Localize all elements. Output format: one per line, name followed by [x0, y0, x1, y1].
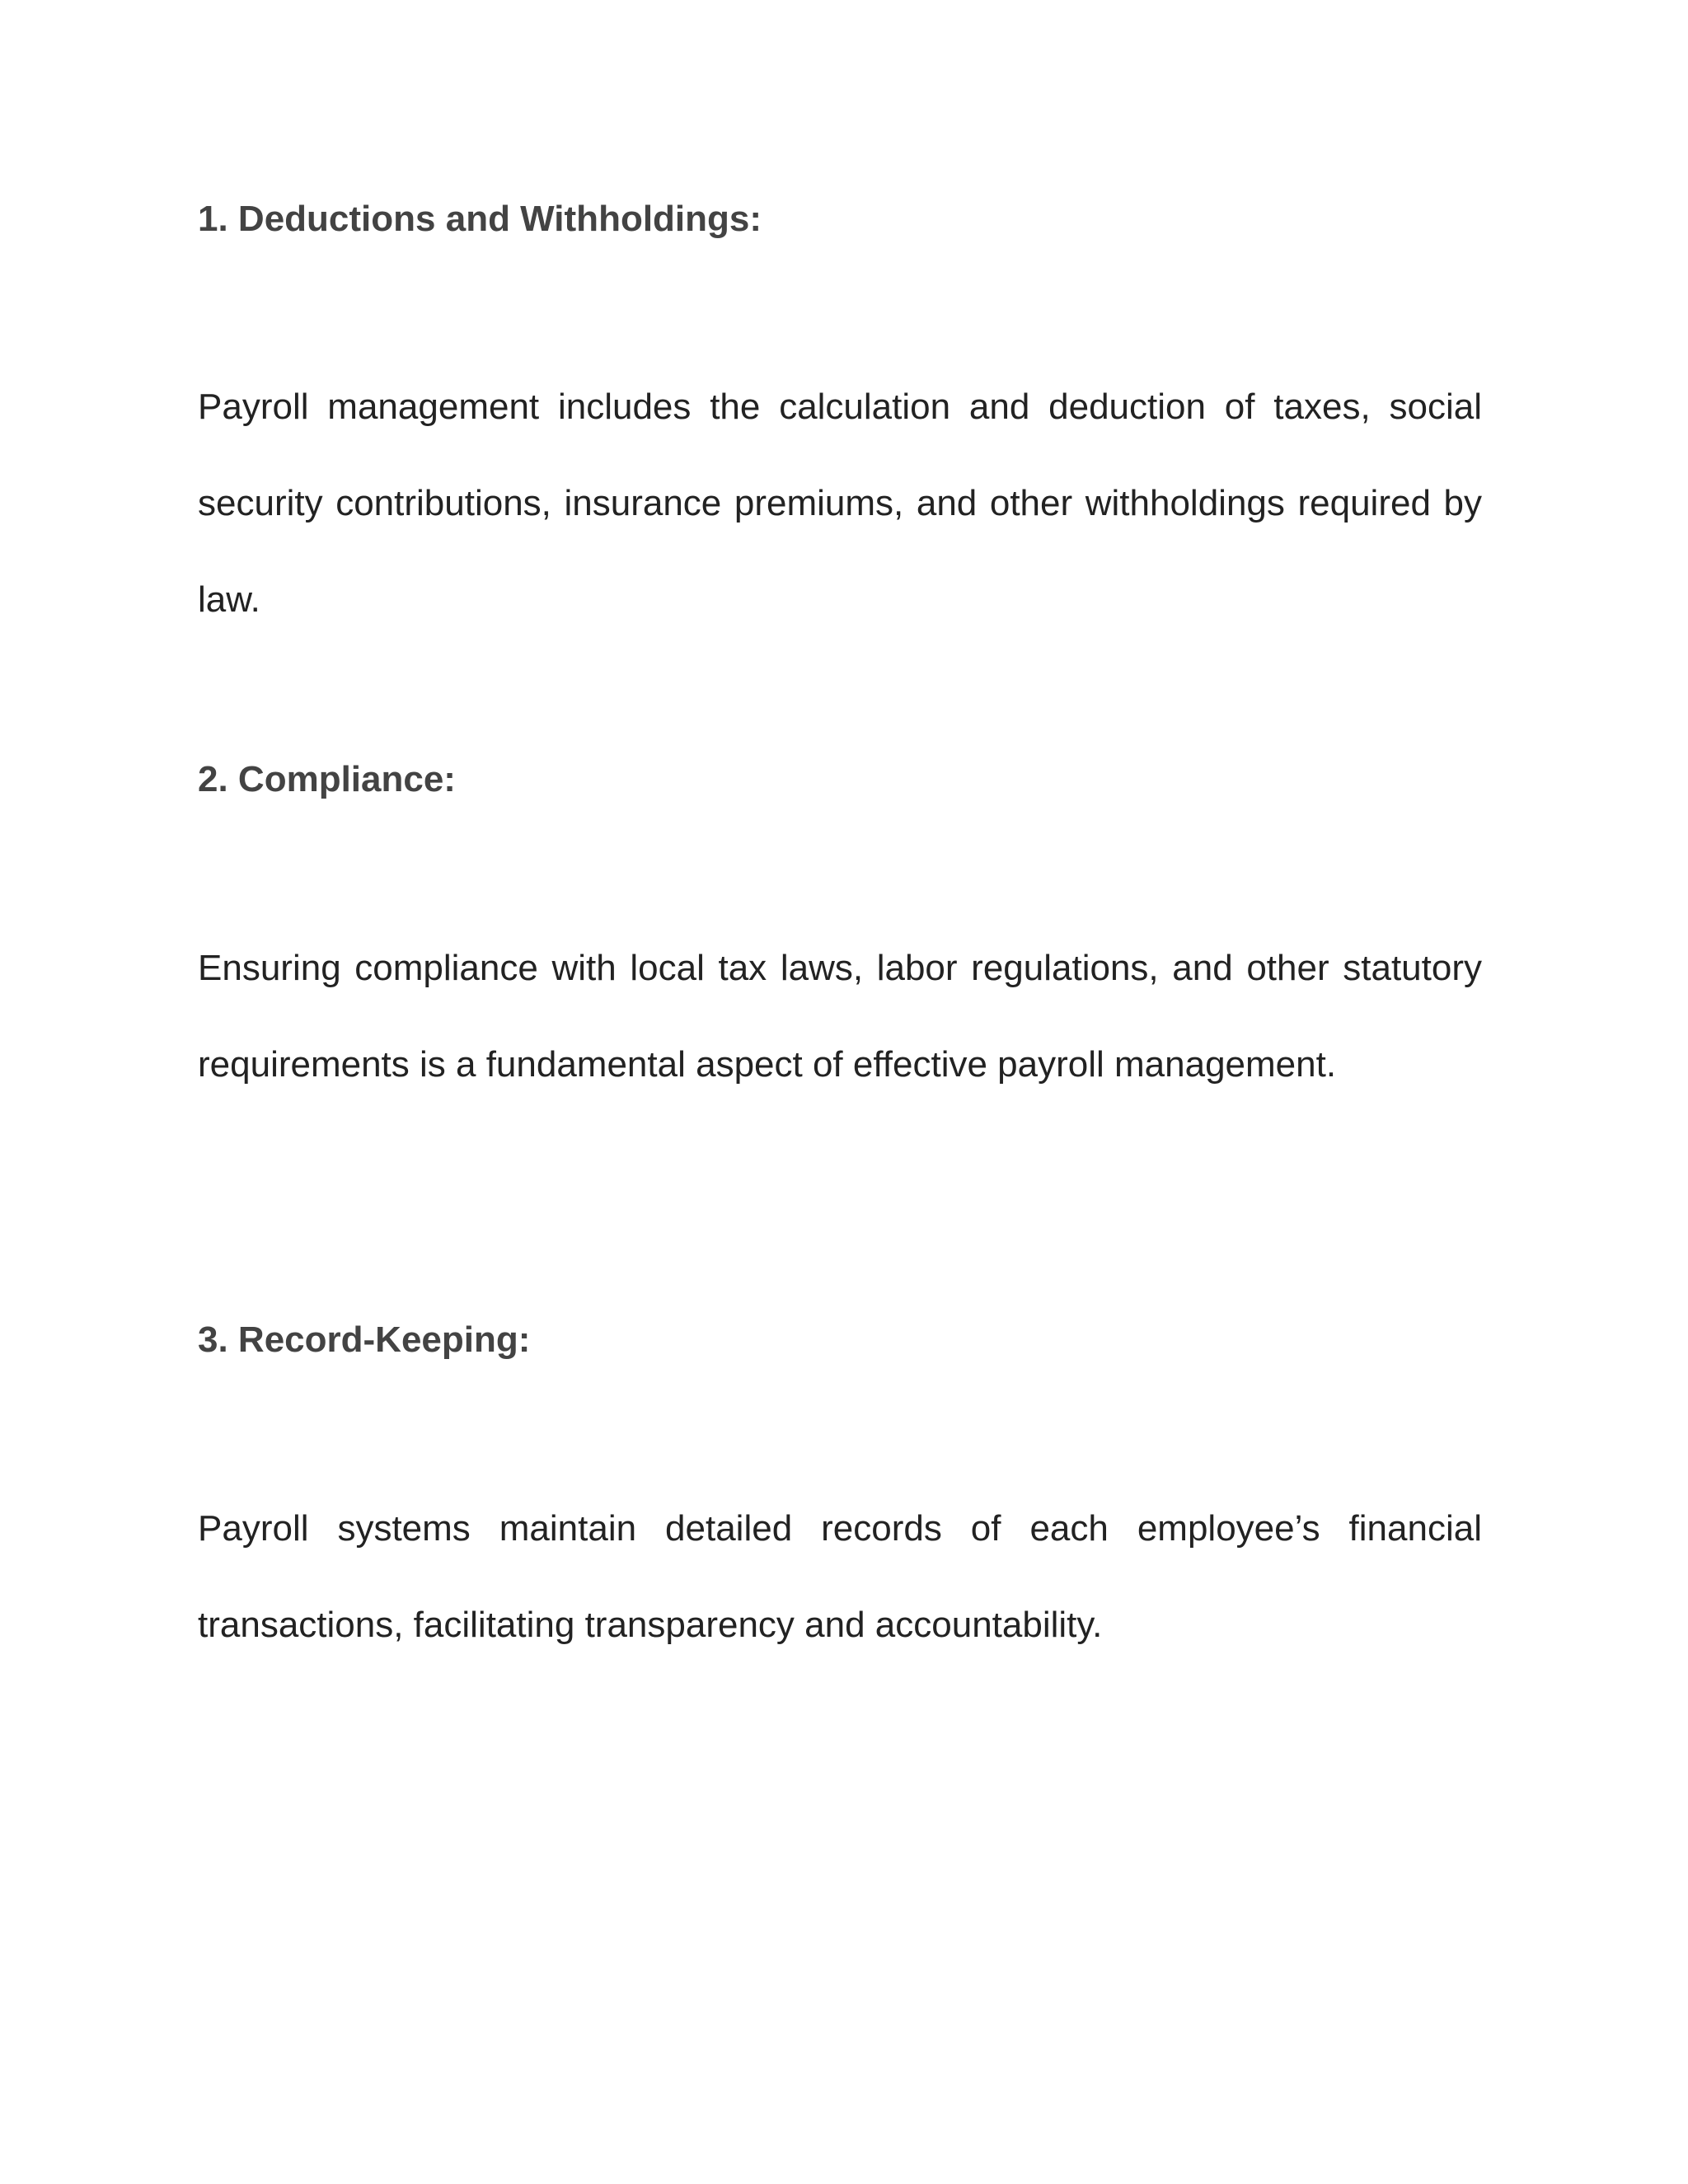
section-body-record-keeping: Payroll systems maintain detailed records of each employee’s financial transactions, facilitating transparency and accountability. [198, 1508, 1482, 1645]
section-heading-record-keeping: 3. Record-Keeping: [198, 1319, 531, 1360]
section-heading-compliance: 2. Compliance: [198, 759, 456, 799]
section-body-compliance: Ensuring compliance with local tax laws, labor regulations, and other statutory requirements is a fundamental aspect of effective payroll management. [198, 948, 1482, 1085]
section-heading-deductions: 1. Deductions and Withholdings: [198, 199, 762, 239]
section-body-deductions: Payroll management includes the calculation and deduction of taxes, social security contributions, insurance premiums, and other withholdings required by law. [198, 387, 1482, 620]
